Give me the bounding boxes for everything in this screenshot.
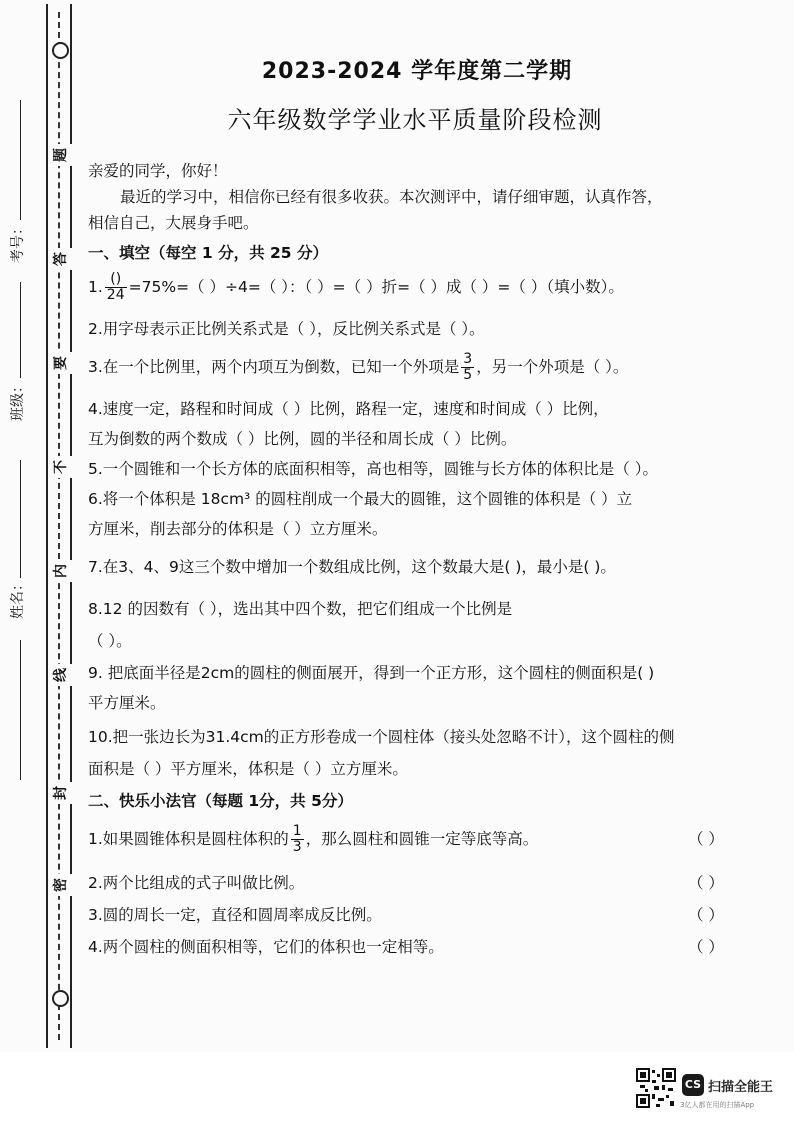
s2q1-before: 1.如果圆锥体积是圆柱体积的 bbox=[88, 830, 289, 848]
q1-rest: =75%=（ ）÷4=（ ）：（ ）=（ ）折=（ ）成（ ）=（ ）（填小数）。 bbox=[128, 278, 624, 296]
q1-fraction bbox=[105, 272, 127, 303]
question-1-3 bbox=[88, 352, 628, 383]
class-label: 班级： bbox=[10, 379, 26, 421]
q3-after: ，另一个外项是（ ）。 bbox=[476, 358, 629, 376]
q1-frac-num: () bbox=[105, 272, 127, 288]
app-name: 扫描全能王 bbox=[708, 1080, 774, 1095]
class-line bbox=[20, 282, 21, 378]
app-tagline: 3亿人都在用的扫描App bbox=[680, 1101, 755, 1109]
name-label: 姓名： bbox=[10, 577, 26, 619]
qr-code-icon bbox=[636, 1068, 676, 1108]
seal-char-yao: 要 bbox=[50, 352, 72, 374]
question-1-10a: 10.把一张边长为31.4cm的正方形卷成一个圆柱体（接头处忽略不计），这个圆柱的侧 bbox=[88, 728, 675, 746]
answer-paren-2[interactable]: （ ） bbox=[688, 874, 724, 892]
seal-char-ti: 题 bbox=[50, 144, 72, 166]
s2q1-fraction bbox=[291, 824, 304, 855]
question-1-8a: 8.12 的因数有（ ），选出其中四个数，把它们组成一个比例是 bbox=[88, 600, 513, 618]
answer-paren-4[interactable]: （ ） bbox=[688, 938, 724, 956]
question-1-4a: 4.速度一定，路程和时间成（ ）比例，路程一定，速度和时间成（ ）比例， bbox=[88, 400, 609, 418]
section2-heading: 二、快乐小法官（每题 1分，共 5分） bbox=[88, 792, 353, 810]
question-1-7: 7.在3、4、9这三个数中增加一个数组成比例，这个数最大是( )，最小是( )。 bbox=[88, 558, 616, 576]
q3-before: 3.在一个比例里，两个内项互为倒数，已知一个外项是 bbox=[88, 358, 460, 376]
q3-fraction bbox=[461, 352, 474, 383]
question-2-1 bbox=[88, 824, 538, 855]
name-line bbox=[20, 460, 21, 578]
exam-title: 2023-2024 学年度第二学期 bbox=[261, 59, 573, 84]
seal-char-xian: 线 bbox=[50, 664, 72, 686]
seal-char-nei: 内 bbox=[50, 560, 72, 582]
section1-heading: 一、填空（每空 1 分，共 25 分） bbox=[88, 244, 328, 262]
q3-frac-num: 3 bbox=[463, 351, 473, 367]
question-1-6a: 6.将一个体积是 18cm³ 的圆柱削成一个最大的圆锥，这个圆锥的体积是（ ）立 bbox=[88, 490, 633, 508]
margin-rule-left bbox=[46, 4, 48, 1048]
question-2-3: 3.圆的周长一定，直径和圆周率成反比例。 bbox=[88, 906, 382, 924]
seal-char-da: 答 bbox=[50, 248, 72, 270]
question-1-9b: 平方厘米。 bbox=[88, 694, 166, 712]
question-1-2: 2.用字母表示正比例关系式是（ ），反比例关系式是（ ）。 bbox=[88, 320, 485, 338]
question-2-2: 2.两个比组成的式子叫做比例。 bbox=[88, 874, 305, 892]
question-1-5: 5.一个圆锥和一个长方体的底面积相等，高也相等，圆锥与长方体的体积比是（ ）。 bbox=[88, 460, 658, 478]
exam-subtitle: 六年级数学学业水平质量阶段检测 bbox=[227, 106, 603, 134]
question-2-4: 4.两个圆柱的侧面积相等，它们的体积也一定相等。 bbox=[88, 938, 444, 956]
question-1-9a: 9. 把底面半径是2cm的圆柱的侧面展开，得到一个正方形，这个圆柱的侧面积是( ) bbox=[88, 664, 655, 682]
exam-number-label: 考号： bbox=[10, 221, 26, 263]
greeting-line-2: 相信自己，大展身手吧。 bbox=[88, 214, 259, 232]
s2q1-frac-num: 1 bbox=[292, 823, 302, 839]
s2q1-after: ，那么圆柱和圆锥一定等底等高。 bbox=[305, 830, 539, 848]
extra-line bbox=[20, 640, 21, 780]
question-1-1 bbox=[88, 272, 624, 303]
question-1-6b: 方厘米，削去部分的体积是（ ）立方厘米。 bbox=[88, 520, 388, 538]
question-1-10b: 面积是（ ）平方厘米，体积是（ ）立方厘米。 bbox=[88, 760, 408, 778]
seal-char-feng: 封 bbox=[50, 782, 72, 804]
greeting-salutation: 亲爱的同学，你好！ bbox=[88, 162, 228, 180]
seal-char-mi: 密 bbox=[50, 874, 72, 896]
question-1-4b: 互为倒数的两个数成（ ）比例，圆的半径和周长成（ ）比例。 bbox=[88, 430, 517, 448]
scanner-footer bbox=[0, 1052, 794, 1124]
binding-margin bbox=[0, 0, 76, 1052]
seal-circle-bottom bbox=[52, 990, 69, 1007]
q1-frac-den: 24 bbox=[106, 287, 125, 303]
answer-paren-3[interactable]: （ ） bbox=[688, 906, 724, 924]
s2q1-frac-den: 3 bbox=[292, 839, 302, 855]
q1-prefix: 1. bbox=[88, 278, 103, 296]
q3-frac-den: 5 bbox=[463, 367, 473, 383]
question-1-8b: （ ）。 bbox=[88, 632, 132, 650]
seal-char-bu: 不 bbox=[50, 456, 72, 478]
answer-paren-1[interactable]: （ ） bbox=[688, 830, 724, 848]
camscanner-logo-icon: CS bbox=[682, 1074, 704, 1096]
greeting-line-1: 最近的学习中，相信你已经有很多收获。本次测评中，请仔细审题，认真作答， bbox=[120, 188, 663, 206]
